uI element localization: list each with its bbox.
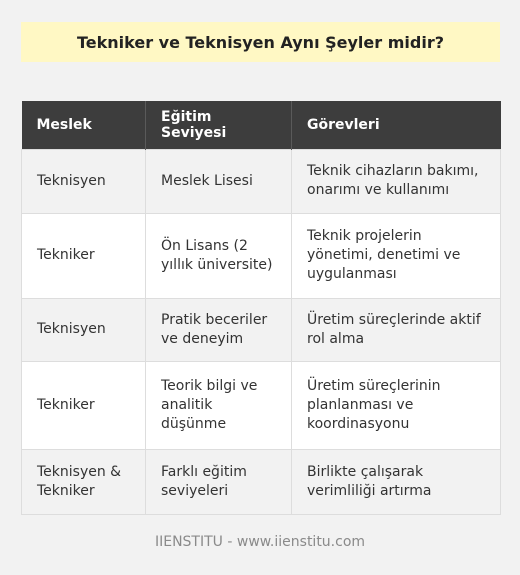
cell-egitim: Farklı eğitim seviyeleri [146,449,292,514]
cell-meslek: Tekniker [22,361,146,449]
table-row [22,149,501,213]
header-egitim-seviyesi: Eğitim Seviyesi [146,101,292,149]
comparison-table [21,101,501,515]
cell-gorev: Üretim süreçlerinin planlanması ve koordinasyonu [292,361,501,449]
cell-meslek: Teknisyen [22,298,146,361]
page-title: Tekniker ve Teknisyen Aynı Şeyler midir? [76,32,444,52]
header-meslek: Meslek [22,101,146,149]
cell-gorev: Üretim süreçlerinde aktif rol alma [292,298,501,361]
table-row [22,213,501,298]
cell-egitim: Meslek Lisesi [146,149,292,213]
header-gorevleri: Görevleri [292,101,501,149]
cell-meslek: Tekniker [22,213,146,298]
table-header-row [22,101,501,149]
cell-gorev: Teknik cihazların bakımı, onarımı ve kullanımı [292,149,501,213]
table-row [22,298,501,361]
cell-gorev: Teknik projelerin yönetimi, denetimi ve uygulanması [292,213,501,298]
cell-egitim: Teorik bilgi ve analitik düşünme [146,361,292,449]
table-row [22,361,501,449]
cell-meslek: Teknisyen & Tekniker [22,449,146,514]
table-row [22,449,501,514]
cell-egitim: Pratik beceriler ve deneyim [146,298,292,361]
cell-gorev: Birlikte çalışarak verimliliği artırma [292,449,501,514]
footer-credit: IIENSTITU - www.iienstitu.com [154,534,366,550]
cell-meslek: Teknisyen [22,149,146,213]
cell-egitim: Ön Lisans (2 yıllık üniversite) [146,213,292,298]
title-banner [21,22,500,62]
